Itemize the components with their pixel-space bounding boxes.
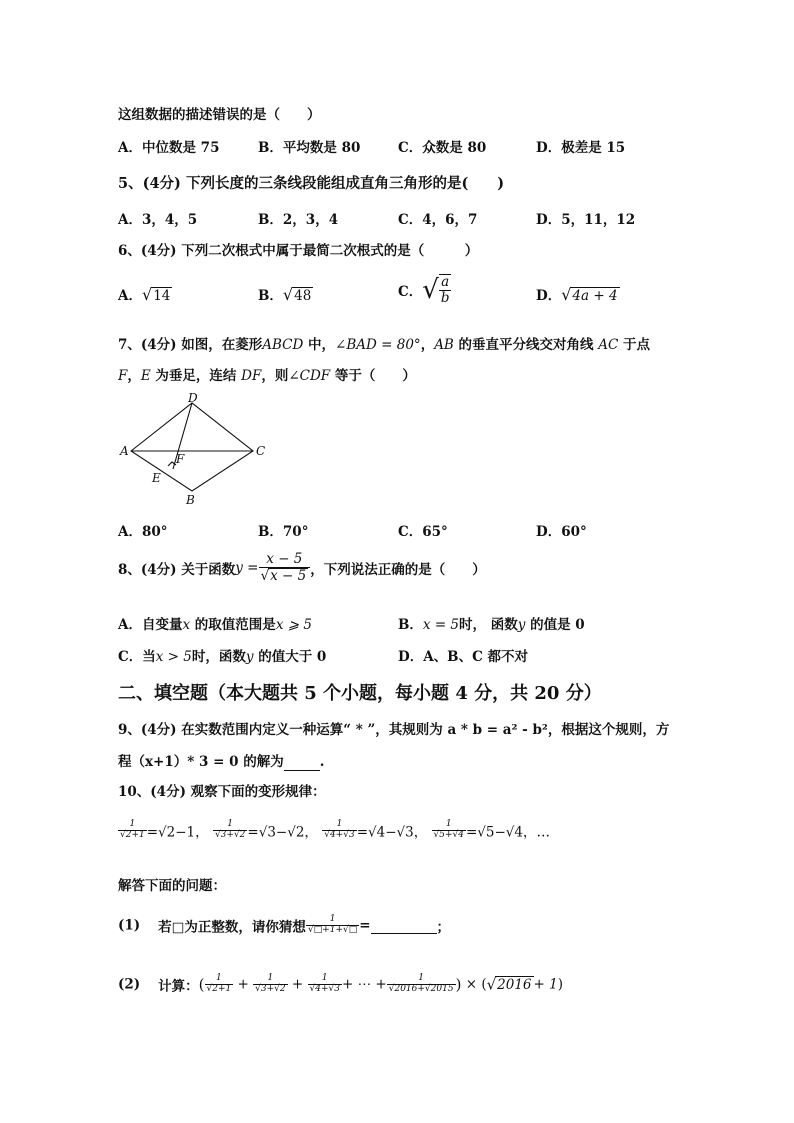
- q10-pattern: $\frac{1}{√2+1}$ =√2−1， $\frac{1}{√3+√2}$ =√3−√2， $\frac{1}{√4+√3}$ =√4−√3， $\frac{1}{√5+√4}$ =√5−√4，…: [120, 819, 550, 841]
- q8-option-a: A．自变量x 的取值范围是x ⩾ 5: [118, 617, 312, 633]
- q7-option-c: C．65°: [398, 524, 448, 540]
- q4-option-c: C．众数是 80: [398, 140, 487, 156]
- q10-part1: (1) 若□为正整数，请你猜想 $\frac{1}{√□+1+√□}$ = ；: [118, 914, 451, 936]
- pattern-frac-2: $\frac{1}{√3+√2}$: [214, 819, 246, 840]
- q10-part2: (2) 计算：( $\frac{1}{√2+1}$ + $\frac{1}{√3+√2}$ + $\frac{1}{√4+√3}$ + ⋯ + $\frac{1}{√2016+√2015}$ ) × (√2016 + 1): [118, 973, 563, 995]
- q5-option-a: A．3，4，5: [118, 212, 198, 228]
- q4-option-a: A．中位数是 75: [118, 140, 220, 156]
- pattern-frac-4: $\frac{1}{√5+√4}$: [433, 819, 464, 840]
- q6-option-d: D．√4a + 4: [536, 285, 618, 304]
- q4-option-d: D．极差是 15: [536, 140, 626, 156]
- q5-option-c: C．4，6，7: [398, 212, 478, 228]
- q7-option-d: D．60°: [536, 524, 587, 540]
- q9-answer-blank: [284, 754, 320, 771]
- label-f: F: [176, 452, 185, 466]
- q7-stem-line2: F，E 为垂足，连结 DF，则∠CDF 等于（ ）: [118, 368, 416, 384]
- q8-option-d: D．A、B、C 都不对: [398, 649, 529, 665]
- q6-option-c: C．√ $\frac{a}{b}$: [398, 274, 450, 306]
- label-c: C: [256, 444, 266, 458]
- section-2-title: 二、填空题（本大题共 5 个小题，每小题 4 分，共 20 分）: [118, 683, 602, 704]
- label-b: B: [186, 493, 195, 507]
- q10-answer-prompt: 解答下面的问题：: [118, 878, 226, 894]
- q8-stem: 8、(4分) 关于函数y = $\frac{x - 5}{√x - 5}$ ，下列说法正确的是（ ）: [118, 551, 486, 584]
- q7-option-b: B．70°: [258, 524, 309, 540]
- q6-option-b: B．√48: [258, 285, 312, 304]
- q8-option-b: B．x = 5时， 函数y 的值是 0: [398, 617, 585, 633]
- label-a: A: [120, 444, 129, 458]
- q5-stem: 5、(4分) 下列长度的三条线段能组成直角三角形的是( ): [118, 175, 505, 192]
- q5-option-b: B．2，3，4: [258, 212, 339, 228]
- q6-stem: 6、(4分) 下列二次根式中属于最简二次根式的是（ ）: [118, 243, 479, 259]
- pattern-frac-3: $\frac{1}{√4+√3}$: [324, 819, 355, 840]
- q10-part1-answer-blank: [371, 917, 437, 934]
- label-d: D: [188, 392, 198, 405]
- pattern-frac-1: $\frac{1}{√2+1}$: [120, 819, 145, 840]
- q6-option-a: A．√14: [118, 285, 171, 304]
- q7-option-a: A．80°: [118, 524, 168, 540]
- q9-line1: 9、(4分) 在实数范围内定义一种运算“ * ”，其规则为 a * b = a² - b²，根据这个规则，方: [118, 722, 670, 738]
- q8-option-c: C．当x > 5时，函数y 的值大于 0: [118, 649, 327, 665]
- intro-line: 这组数据的描述错误的是（ ）: [118, 107, 321, 123]
- rhombus-figure: [118, 392, 268, 507]
- label-e: E: [152, 471, 161, 485]
- q10-stem: 10、(4分) 观察下面的变形规律：: [118, 784, 326, 800]
- q9-line2: 程（x+1）* 3 = 0 的解为 .: [118, 754, 325, 770]
- q4-option-b: B．平均数是 80: [258, 140, 361, 156]
- q7-stem-line1: 7、(4分) 如图，在菱形ABCD 中，∠BAD = 80°，AB 的垂直平分线交对角线 AC 于点: [118, 337, 651, 353]
- rhombus-outline: [131, 403, 253, 491]
- q5-option-d: D．5，11，12: [536, 212, 636, 228]
